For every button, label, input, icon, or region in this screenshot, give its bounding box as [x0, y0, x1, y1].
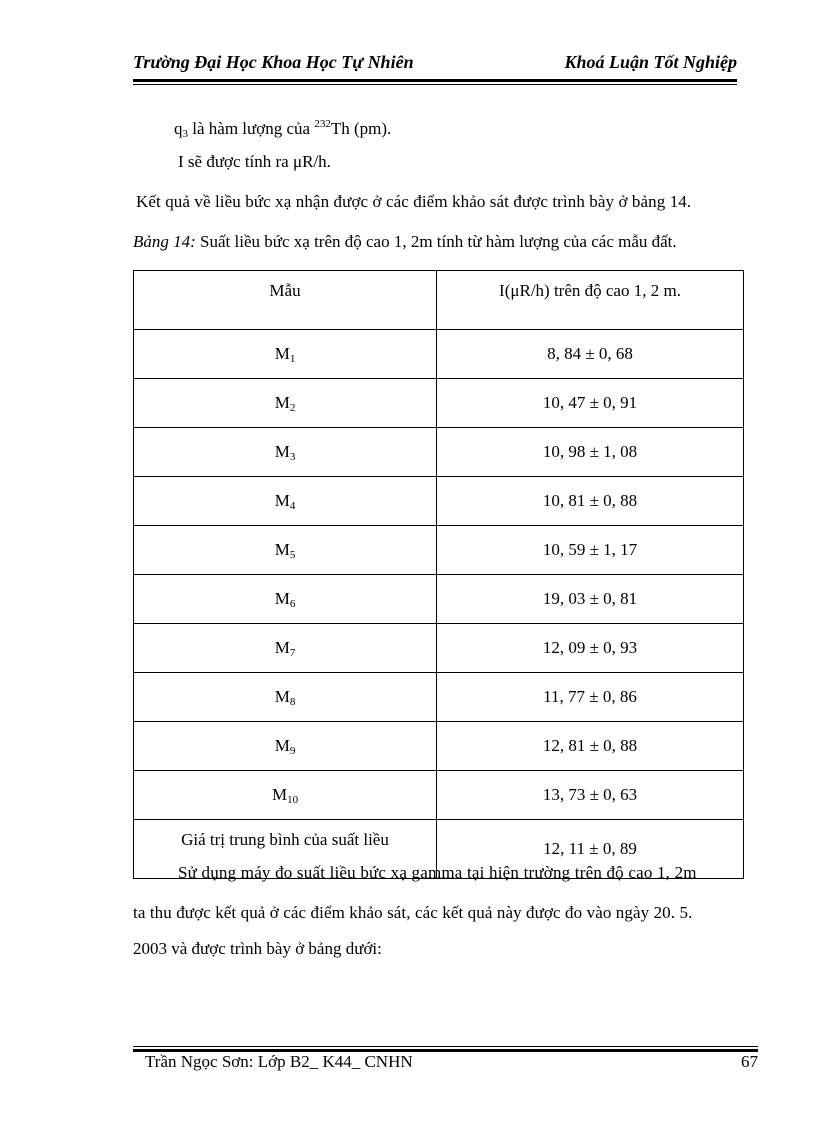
- dose-rate-value: 11, 77 ± 0, 86: [437, 673, 744, 722]
- header-dose-rate: I(μR/h) trên độ cao 1, 2 m.: [437, 271, 744, 330]
- line-results-intro: Kết quả về liều bức xạ nhận được ở các điểm khảo sát được trình bày ở bảng 14.: [136, 192, 692, 211]
- dose-rate-value: 10, 59 ± 1, 17: [437, 526, 744, 575]
- table-row: [134, 722, 744, 771]
- table-row: [134, 526, 744, 575]
- paragraph-line-2: ta thu được kết quả ở các điểm khảo sát, các kết quả này được đo vào ngày 20. 5.: [133, 903, 693, 922]
- table-row: [134, 673, 744, 722]
- table-caption-text: Suất liều bức xạ trên độ cao 1, 2m tính từ hàm lượng của các mẫu đất.: [195, 232, 677, 251]
- header-rule-thin: [133, 84, 737, 85]
- sample-name: $M_1$: [134, 330, 437, 379]
- table-row: [134, 330, 744, 379]
- table-row: [134, 477, 744, 526]
- average-value: 12, 11 ± 0, 89: [437, 820, 744, 879]
- table-row: [134, 428, 744, 477]
- table-row: [134, 624, 744, 673]
- sample-name: $M_4$: [134, 477, 437, 526]
- average-label: Giá trị trung bình của suất liều: [134, 820, 437, 879]
- table-row: [134, 771, 744, 820]
- line-i-unit: I sẽ được tính ra μR/h.: [178, 152, 331, 171]
- sample-name: $M_{10}$: [134, 771, 437, 820]
- paragraph-line-3: 2003 và được trình bày ở bảng dưới:: [133, 939, 382, 958]
- dose-rate-value: 8, 84 ± 0, 68: [437, 330, 744, 379]
- table-row: [134, 575, 744, 624]
- q-symbol: q: [174, 119, 183, 138]
- sample-name: $M_7$: [134, 624, 437, 673]
- footer-author: Trần Ngọc Sơn: Lớp B2_ K44_ CNHN: [145, 1052, 413, 1071]
- line-q3: [174, 113, 391, 145]
- table-caption-label: Bảng 14:: [133, 232, 196, 251]
- header-thesis-type: Khoá Luận Tốt Nghiệp: [564, 52, 737, 72]
- dose-rate-value: 10, 98 ± 1, 08: [437, 428, 744, 477]
- line-q3-text: là hàm lượng của: [188, 119, 315, 138]
- header-sample: Mẫu: [134, 271, 437, 330]
- dose-rate-value: 13, 73 ± 0, 63: [437, 771, 744, 820]
- header-rule-thick: [133, 79, 737, 82]
- sample-name: $M_9$: [134, 722, 437, 771]
- sample-name: $M_8$: [134, 673, 437, 722]
- dose-rate-value: 10, 81 ± 0, 88: [437, 477, 744, 526]
- footer-rule-thin: [133, 1046, 758, 1047]
- paragraph-line-1: Sử dụng máy đo suất liều bức xạ gamma tại hiện trường trên độ cao 1, 2m: [178, 863, 697, 882]
- page-header: [133, 52, 737, 78]
- dose-rate-table: [133, 270, 744, 879]
- dose-rate-value: 19, 03 ± 0, 81: [437, 575, 744, 624]
- dose-rate-value: 12, 81 ± 0, 88: [437, 722, 744, 771]
- table-caption: [133, 231, 677, 253]
- sample-name: $M_6$: [134, 575, 437, 624]
- sample-name: $M_5$: [134, 526, 437, 575]
- sample-name: $M_2$: [134, 379, 437, 428]
- header-university: Trường Đại Học Khoa Học Tự Nhiên: [133, 52, 414, 72]
- dose-rate-value: 12, 09 ± 0, 93: [437, 624, 744, 673]
- q-subscript: 3: [182, 128, 188, 140]
- line-q3-unit: Th (pm).: [330, 119, 392, 138]
- th-superscript: 232: [314, 118, 331, 130]
- table-header-row: [134, 271, 744, 330]
- dose-rate-value: 10, 47 ± 0, 91: [437, 379, 744, 428]
- page-number: 67: [741, 1052, 758, 1071]
- table-row: [134, 379, 744, 428]
- sample-name: $M_3$: [134, 428, 437, 477]
